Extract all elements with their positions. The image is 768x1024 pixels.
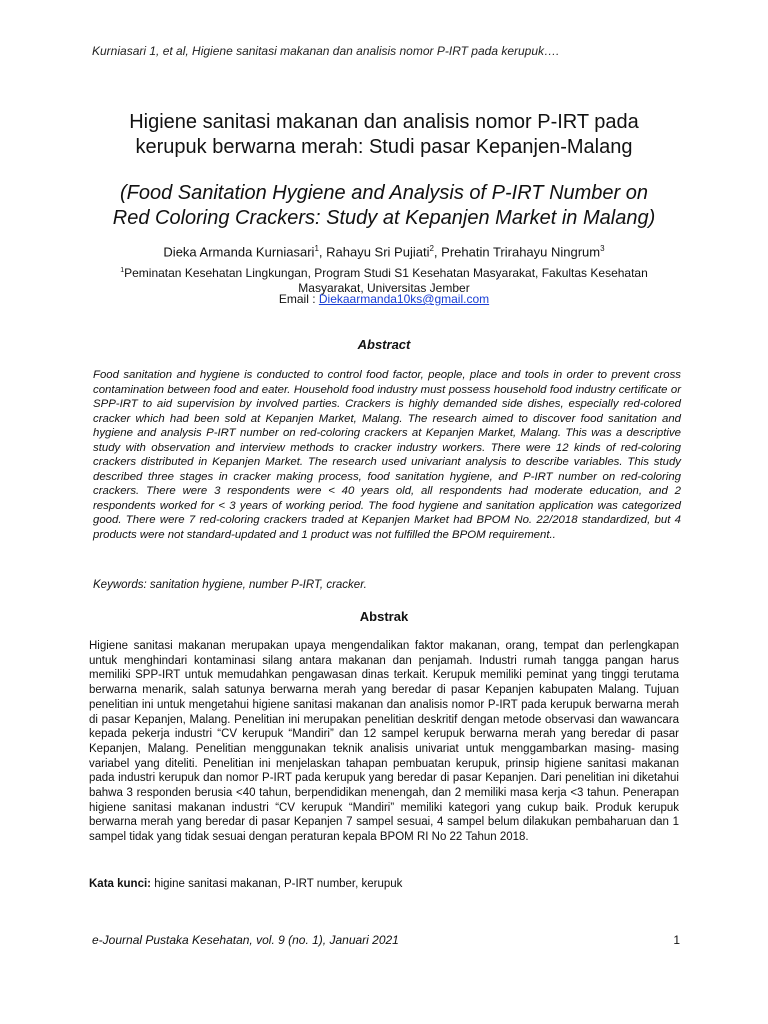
title-english-line-1: (Food Sanitation Hygiene and Analysis of P-IRT Number on — [119, 182, 649, 204]
email-label: Email : — [278, 292, 319, 306]
abstract-keywords: Keywords: sanitation hygiene, number P-IRT, cracker. — [93, 579, 367, 591]
paper-title-english — [80, 181, 688, 231]
author-name: Prehatin Trirahayu Ningrum — [441, 244, 601, 260]
affiliation-mark: 1 — [120, 267, 125, 274]
email-link[interactable]: Diekaarmanda10ks@gmail.com — [318, 292, 490, 306]
abstrak-body: Higiene sanitasi makanan merupakan upaya mengendalikan faktor makanan, orang, tempat dan perlengkapan untuk menghindari kontaminasi silang antara makanan dan penjamah. Industri rumah tangga pangan harus memiliki SPP-IRT untuk memudahkan pengawasan dinas terkait. Kerupuk memiliki peminat yang tinggi terutama berwarna menarik, salah satunya berwarna merah yang beredar di pasar Kepanjen kabupaten Malang. Tujuan penelitian ini untuk mengetahui higiene sanitasi makanan dan analisis nomor P-IRT pada kerupuk berwarna merah di pasar Kepanjen, Malang. Penelitian ini merupakan penelitian deskritif dengan metode observasi dan wawancara kepada pekerja industri “CV kerupuk “Mandiri” dan 12 sampel kerupuk berwarna merah yang beredar di pasar Kepanjen, Malang. Penelitian menggunakan teknik analisis univariat untuk menggambarkan masing- masing variabel yang diteliti. Penelitian ini menjelaskan tahapan pembuatan kerupuk, prinsip higiene sanitasi makanan pada industri kerupuk dan nomor P-IRT pada kerupuk yang beredar di pasar Kepanjen. Dari penelitian ini diketahui bahwa 3 responden berusia <40 tahun, berpendidikan menengah, dan 2 memiliki masa kerja <3 tahun. Penerapan higiene sanitasi makanan industri “CV kerupuk “Mandiri” memiliki kategori yang cukup baik. Produk kerupuk berwarna merah yang beredar di pasar Kepanjen 7 sampel sesuai, 4 sampel belum dilakukan pembaharuan dan 1 sampel tidak yang tidak sesuai dengan peraturan kepala BPOM RI No 22 Tahun 2018. — [89, 640, 679, 844]
affiliation-text: Peminatan Kesehatan Lingkungan, Program Studi S1 Kesehatan Masyarakat, Fakultas Kesehatan Masyarakat, Universitas Jember — [124, 266, 648, 295]
paper-title — [80, 110, 688, 160]
abstract-body: Food sanitation and hygiene is conducted to control food factor, people, place and tools in order to prevent cross contamination between food and eater. Household food industry must possess household food industry certificate or SPP-IRT to aid supervision by involved parties. Crackers is highly demanded side dishes, especially red-colored cracker which had been sold at Kepanjen Market, Malang. The research aimed to discover food sanitation and hygiene and analysis P-IRT number on red-coloring crackers at Kepanjen Market, Malang. This was a descriptive study with observation and interview methods to cracker industry workers. There were 12 kinds of red-coloring crackers distributed in Kepanjen Market. The research used univariant analysis to describe variables. This study described three stages in cracker making process, food sanitation hygiene, and P-IRT number on red-coloring crackers. There were 3 respondents were < 40 years old, all respondents had moderate education, and 2 respondents worked for < 3 years of working period. The food hygiene and sanitation application was categorized good. There were 7 red-coloring crackers traded at Kepanjen Market had BPOM No. 22/2018 standardized, but 4 products were not standard-updated and 1 product was not fulfilled the BPOM requirement.. — [93, 369, 681, 541]
title-line-1: Higiene sanitasi makanan dan analisis nomor P-IRT pada — [129, 111, 639, 133]
author-name: Dieka Armanda Kurniasari — [163, 244, 315, 260]
author-list: Dieka Armanda Kurniasari$^1$, Rahayu Sri Pujiati$^2$, Prehatin Trirahayu Ningrum$^3$ — [163, 244, 605, 260]
kata-kunci-text: higine sanitasi makanan, P-IRT number, kerupuk — [151, 878, 403, 890]
author-affiliation-mark: 1 — [314, 244, 319, 253]
title-english-line-2: Red Coloring Crackers: Study at Kepanjen Market in Malang) — [112, 207, 656, 229]
author-affiliation-mark: 2 — [429, 244, 434, 253]
abstract-heading: Abstract — [357, 337, 411, 352]
abstrak-heading: Abstrak — [359, 609, 409, 624]
email-line — [80, 292, 688, 306]
abstrak-keywords — [89, 878, 679, 890]
kata-kunci-label: Kata kunci: — [89, 878, 151, 890]
author-name: Rahayu Sri Pujiati — [326, 244, 430, 260]
title-line-2: kerupuk berwarna merah: Studi pasar Kepanjen-Malang — [135, 136, 633, 158]
footer-page-number: 1 — [673, 933, 680, 947]
running-header: Kurniasari 1, et al, Higiene sanitasi makanan dan analisis nomor P-IRT pada kerupuk…. — [92, 44, 560, 58]
footer-journal-citation: e-Journal Pustaka Kesehatan, vol. 9 (no. 1), Januari 2021 — [92, 933, 399, 947]
author-affiliation-mark: 3 — [600, 244, 605, 253]
